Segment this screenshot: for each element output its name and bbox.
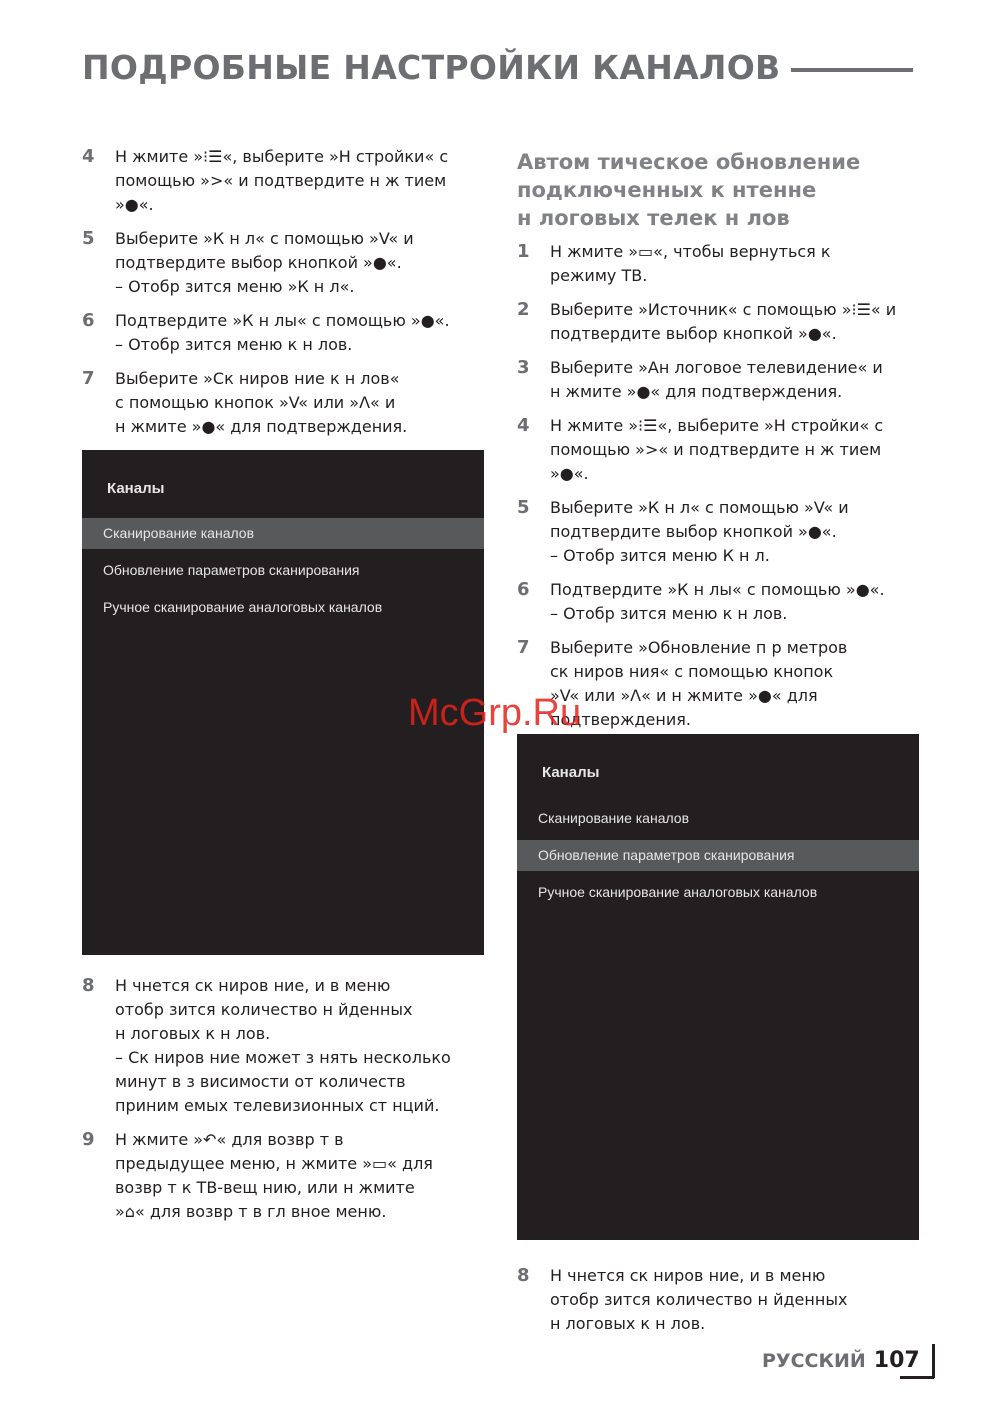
step-text: Н чнется ск ниров ние, и в меню отобр зится количество н йденных н логовых к н лов. <box>550 1266 848 1333</box>
step-text: Н жмите »⁝☰«, выберите »Н стройки« с помощью »>« и подтвердите н ж тием »●«. <box>550 416 884 483</box>
step-text: Выберите »Ан логовое телевидение« и н жмите »●« для подтверждения. <box>550 358 883 401</box>
step-number: 4 <box>82 146 95 167</box>
page-number: 107 <box>873 1348 920 1373</box>
step-5 <box>82 227 482 299</box>
step-text: Н жмите »▭«, чтобы вернуться к режиму ТВ. <box>550 242 831 285</box>
step-number: 4 <box>517 415 530 436</box>
step-number: 8 <box>82 975 95 996</box>
channels-menu-screenshot-right <box>517 734 919 1240</box>
step-6 <box>82 309 482 357</box>
step-number: 7 <box>82 368 95 389</box>
left-column-after <box>82 974 482 1234</box>
menu-title: Каналы <box>107 480 165 497</box>
right-column-after <box>517 1264 917 1346</box>
menu-item-manual-scan[interactable]: Ручное сканирование аналоговых каналов <box>538 884 818 900</box>
menu-item-manual-scan[interactable]: Ручное сканирование аналоговых каналов <box>103 599 383 615</box>
step-number: 8 <box>517 1265 530 1286</box>
right-column <box>517 148 917 742</box>
step-8 <box>82 974 482 1118</box>
menu-item-channel-scan[interactable]: Сканирование каналов <box>82 518 484 549</box>
footer-language: РУССКИЙ <box>762 1350 866 1372</box>
step-7 <box>82 367 482 439</box>
step-6 <box>517 578 917 626</box>
page-title: ПОДРОБНЫЕ НАСТРОЙКИ КАНАЛОВ <box>82 48 922 98</box>
watermark: McGrp.Ru <box>408 692 582 734</box>
page-footer <box>762 1348 920 1378</box>
step-4 <box>82 145 482 217</box>
menu-item-update-scan[interactable]: Обновление параметров сканирования <box>517 840 919 871</box>
step-number: 7 <box>517 637 530 658</box>
step-text: Выберите »Ск ниров ние к н лов« с помощью кнопок »V« или »Λ« и н жмите »●« для подтверждения. <box>115 369 408 436</box>
step-4 <box>517 414 917 486</box>
menu-item-update-scan[interactable]: Обновление параметров сканирования <box>103 562 360 578</box>
step-number: 2 <box>517 299 530 320</box>
step-text: Подтвердите »К н лы« с помощью »●«. – Отобр зится меню к н лов. <box>550 580 885 623</box>
step-number: 9 <box>82 1129 95 1150</box>
step-2 <box>517 298 917 346</box>
step-1 <box>517 240 917 288</box>
step-text: Подтвердите »К н лы« с помощью »●«. – Отобр зится меню к н лов. <box>115 311 450 354</box>
menu-title: Каналы <box>542 764 600 781</box>
step-text: Н жмите »↶« для возвр т в предыдущее меню, н жмите »▭« для возвр т к ТВ-вещ нию, или н жмите »⌂« для возвр т в гл вное меню. <box>115 1130 433 1221</box>
step-text: Выберите »Обновление п р метров ск ниров ния« с помощью кнопок »V« или »Λ« и н жмите »●« для подтверждения. <box>550 638 848 729</box>
section-heading: Автом тическое обновление подключенных к нтенне н логовых телек н лов <box>517 150 861 230</box>
step-5 <box>517 496 917 568</box>
step-9 <box>82 1128 482 1224</box>
step-number: 5 <box>517 497 530 518</box>
left-column <box>82 145 482 449</box>
step-number: 3 <box>517 357 530 378</box>
step-text: Н чнется ск ниров ние, и в меню отобр зится количество н йденных н логовых к н лов. – Ск ниров ние может з нять несколько минут в з висимости от количеств приним емых телевизионных ст нций. <box>115 976 451 1115</box>
step-number: 6 <box>517 579 530 600</box>
title-rule <box>791 68 913 72</box>
step-number: 1 <box>517 241 530 262</box>
step-8 <box>517 1264 917 1336</box>
step-number: 6 <box>82 310 95 331</box>
menu-item-channel-scan[interactable]: Сканирование каналов <box>538 810 690 826</box>
step-3 <box>517 356 917 404</box>
footer-underline <box>900 1376 934 1379</box>
step-text: Выберите »Источник« с помощью »⁝☰« и подтвердите выбор кнопкой »●«. <box>550 300 897 343</box>
step-number: 5 <box>82 228 95 249</box>
footer-bar <box>932 1344 935 1378</box>
step-text: Выберите »К н л« с помощью »V« и подтвердите выбор кнопкой »●«. – Отобр зится меню К н л. <box>550 498 849 565</box>
step-text: Н жмите »⁝☰«, выберите »Н стройки« с помощью »>« и подтвердите н ж тием »●«. <box>115 147 449 214</box>
step-text: Выберите »К н л« с помощью »V« и подтвердите выбор кнопкой »●«. – Отобр зится меню »К н л«. <box>115 229 414 296</box>
